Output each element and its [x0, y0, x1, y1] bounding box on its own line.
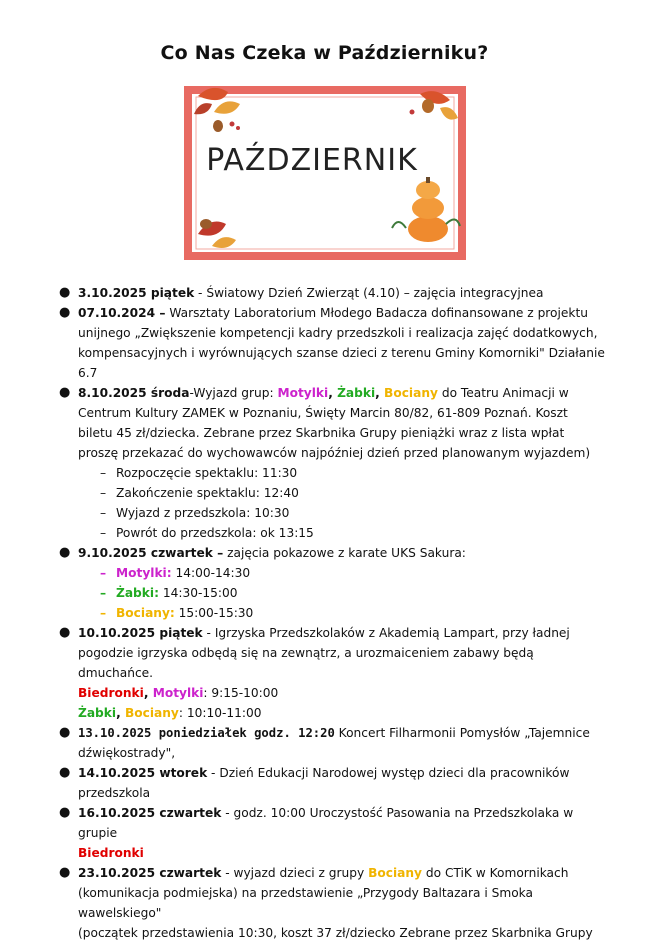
event-dash: –: [212, 546, 224, 560]
group-motylki: Motylki: [152, 686, 204, 700]
list-item: [50, 283, 610, 303]
event-date: 8.10.2025 środa: [78, 386, 190, 400]
page-title: Co Nas Czeka w Październiku?: [160, 42, 489, 64]
group-motylki: Motylki: [277, 386, 329, 400]
event-text: unijnego „Zwiększenie kompetencji kadry przedszkoli i realizacja zajęć dodatkowych,: [78, 326, 598, 340]
event-text: proszę przekazać do wychowawców najpóźniej dzień przed planowanym wyjazdem): [78, 446, 591, 460]
event-date: 10.10.2025 piątek: [78, 626, 203, 640]
sub-item: – Żabki: 14:30-15:00: [100, 586, 238, 600]
group-bociany: Bociany: [384, 386, 438, 400]
group-bociany: Bociany: [368, 866, 423, 880]
event-text: Warsztaty Laboratorium Młodego Badacza dofinansowane z projektu: [165, 306, 588, 320]
list-item: ● 10.10.2025 piątek - Igrzyska Przedszkolaków z Akademią Lampart, przy ładnej pogodzie igrzyska odbędą się na zewnątrz, a urozmaiceniem zabawy będą dmuchańce. Biedronki, Motylki: 9:15-10:00 Żabki, Bociany: 10:10-11:00: [59, 625, 570, 720]
bullet: ●: [59, 865, 71, 880]
group-bociany: Bociany: [124, 706, 179, 720]
separator: ,: [375, 386, 385, 400]
sub-item: – Powrót do przedszkola: ok 13:15: [100, 526, 314, 540]
list-item: [50, 863, 610, 943]
list-item: [50, 763, 610, 803]
banner-title: PAŹDZIERNIK: [206, 143, 418, 178]
event-text: Koncert Filharmonii Pomysłów „Tajemnice: [334, 726, 590, 740]
event-date: 3.10.2025 piątek: [78, 286, 195, 300]
event-date: 23.10.2025 czwartek: [78, 866, 222, 880]
event-date: 16.10.2025 czwartek: [78, 806, 222, 820]
list-item: [50, 383, 610, 463]
event-text: 6.7: [78, 366, 98, 380]
event-text: przedszkola: [78, 786, 151, 800]
pazdziernik-banner: [184, 84, 466, 262]
list-item: [50, 543, 610, 563]
bullet: ●: [59, 285, 71, 300]
event-text: kompensacyjnych i wyrównujących szanse dzieci z terenu Gminy Komorniki" Działanie: [78, 346, 605, 360]
event-dash: –: [155, 306, 166, 320]
event-text: pogodzie igrzyska odbędą się na zewnątrz, a urozmaiceniem zabawy będą dmuchańce.: [78, 646, 534, 680]
event-date: 13.10.2025 poniedziałek godz. 12:20: [78, 726, 335, 740]
event-text: -Wyjazd grup:: [189, 386, 278, 400]
sub-item: – Zakończenie spektaklu: 12:40: [100, 486, 299, 500]
event-text: - Igrzyska Przedszkolaków z Akademią Lampart, przy ładnej: [202, 626, 570, 640]
sub-item: – Motylki: 14:00-14:30: [100, 566, 251, 580]
event-text: (początek przedstawienia 10:30, koszt 37 zł/dziecko Zebrane przez Skarbnika Grupy: [78, 926, 593, 940]
event-text: do Teatru Animacji w: [437, 386, 569, 400]
bullet: ●: [59, 385, 71, 400]
list-item: [50, 303, 610, 383]
list-item: [50, 803, 610, 863]
event-date: 07.10.2024: [78, 306, 156, 320]
bullet: ●: [59, 545, 71, 560]
bullet: ●: [59, 725, 71, 740]
events-list: [50, 283, 610, 943]
event-text: zajęcia pokazowe z karate UKS Sakura:: [223, 546, 466, 560]
group-biedronki: Biedronki: [78, 686, 144, 700]
event-date: 14.10.2025 wtorek: [78, 766, 208, 780]
list-item: [50, 723, 610, 763]
event-text: do CTiK w Komornikach: [422, 866, 569, 880]
event-text: Centrum Kultury ZAMEK w Poznaniu, Święty Marcin 80/82, 61-809 Poznań. Koszt: [78, 406, 568, 420]
group-zabki: Żabki: [337, 386, 376, 400]
event-text: - wyjazd dzieci z grupy: [221, 866, 369, 880]
sub-item: – Rozpoczęcie spektaklu: 11:30: [100, 466, 298, 480]
sub-item: – Wyjazd z przedszkola: 10:30: [100, 506, 290, 520]
separator: ,: [328, 386, 338, 400]
bullet: ●: [59, 765, 71, 780]
group-zabki: Żabki: [78, 706, 117, 720]
event-text: - Dzień Edukacji Narodowej występ dzieci dla pracowników: [207, 766, 570, 780]
sub-item: – Bociany: 15:00-15:30: [100, 606, 254, 620]
event-date: 9.10.2025 czwartek: [78, 546, 213, 560]
event-text: - godz. 10:00 Uroczystość Pasowania na Przedszkolaka w grupie: [78, 806, 574, 840]
event-text: biletu 45 zł/dziecka. Zebrane przez Skarbnika Grupy pieniążki wraz z lista wpłat: [78, 426, 565, 440]
bullet: ●: [59, 805, 71, 820]
event-text: - Światowy Dzień Zwierząt (4.10) – zajęcia integracyjnea: [194, 286, 544, 300]
event-text: dźwiękostrady",: [78, 746, 176, 760]
bullet: ●: [59, 305, 71, 320]
event-text: (komunikacja podmiejska) na przedstawienie „Przygody Baltazara i Smoka wawelskiego": [78, 886, 533, 920]
bullet: ●: [59, 625, 71, 640]
group-biedronki: Biedronki: [78, 846, 144, 860]
